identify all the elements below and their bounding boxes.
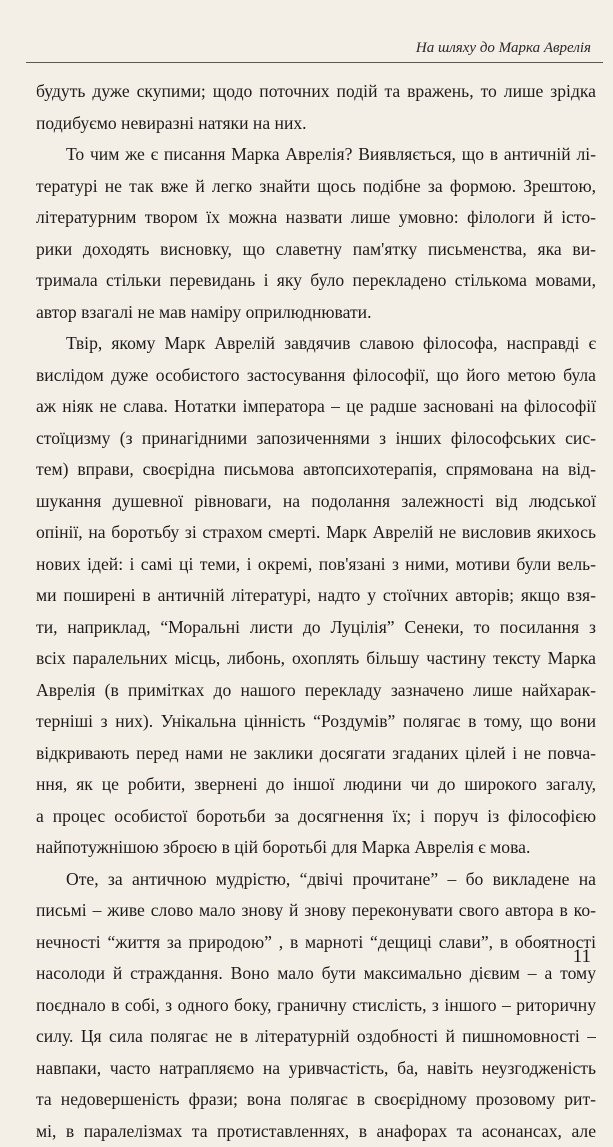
text-line: автор взагалі не мав наміру оприлюднювати. <box>36 297 596 329</box>
running-head: На шляху до Марка Аврелія <box>416 40 591 57</box>
header-rule <box>26 62 603 63</box>
text-line: аж ніяк не слава. Нотатки імператора – це радше засновані на філософії <box>36 391 596 423</box>
text-line: навпаки, часто натрапляємо на уривчастість, ба, навіть неузгодженість <box>36 1053 596 1085</box>
text-line: То чим же є писання Марка Аврелія? Виявляється, що в античній лі- <box>36 139 596 171</box>
text-line: нових ідей: і самі ці теми, і окремі, пов'язані з ними, мотиви були вель- <box>36 549 596 581</box>
text-line: подибуємо невиразні натяки на них. <box>36 108 596 140</box>
text-line: стоїцизму (з принагідними запозиченнями з інших філософських сис- <box>36 423 596 455</box>
text-line: ння, як це робити, звернені до іншої людини чи до широкого загалу, <box>36 769 596 801</box>
body-text <box>36 76 596 1147</box>
text-line: письмі – живе слово мало знову й знову переконувати свого автора в ко- <box>36 895 596 927</box>
text-line: найпотужнішою зброєю в цій боротьбі для Марка Аврелія є мова. <box>36 832 596 864</box>
text-line: насолоди й страждання. Воно мало бути максимально дієвим – а тому <box>36 958 596 990</box>
text-line: Твір, якому Марк Аврелій завдячив славою філософа, насправді є <box>36 328 596 360</box>
text-line: силу. Ця сила полягає не в літературній оздобності й пишномовності – <box>36 1021 596 1053</box>
text-line: відкривають перед нами не заклики досягати згаданих цілей і не повча- <box>36 738 596 770</box>
text-line: рики доходять висновку, що славетну пам'ятку письменства, яка ви- <box>36 234 596 266</box>
text-line: літературним твором їх можна назвати лише умовно: філологи й істо- <box>36 202 596 234</box>
page-number: 11 <box>573 946 591 968</box>
text-line: Оте, за античною мудрістю, “двічі прочитане” – бо викладене на <box>36 864 596 896</box>
text-line: поєднало в собі, з одного боку, граничну стислість, з іншого – риторичну <box>36 990 596 1022</box>
text-line: шукання душевної рівноваги, на подолання залежності від людської <box>36 486 596 518</box>
text-line: опінії, на боротьбу зі страхом смерті. Марк Аврелій не висловив якихось <box>36 517 596 549</box>
text-line: будуть дуже скупими; щодо поточних подій та вражень, то лише зрідка <box>36 76 596 108</box>
text-line: тературі не так вже й легко знайти щось подібне за формою. Зрештою, <box>36 171 596 203</box>
text-line: мі, в паралелізмах та протиставленнях, в анафорах та асонансах, але <box>36 1116 596 1147</box>
text-line: та недовершеність фрази; вона полягає в своєрідному прозовому рит- <box>36 1084 596 1116</box>
text-line: вислідом дуже особистого застосування філософії, що його метою була <box>36 360 596 392</box>
text-line: всіх паралельних місць, либонь, охоплять більшу частину тексту Марка <box>36 643 596 675</box>
text-line: ми поширені в античній літературі, надто у стоїчних авторів; якщо взя- <box>36 580 596 612</box>
text-line: ти, наприклад, “Моральні листи до Луцілія” Сенеки, то посилання з <box>36 612 596 644</box>
text-line: терніші з них). Унікальна цінність “Роздумів” полягає в тому, що вони <box>36 706 596 738</box>
text-line: тем) вправи, своєрідна письмова автопсихотерапія, спрямована на від- <box>36 454 596 486</box>
text-line: тримала стільки перевидань і яку було перекладено стількома мовами, <box>36 265 596 297</box>
text-line: а процес особистої боротьби за досягнення їх; і поруч із філософією <box>36 801 596 833</box>
text-line: нечності “життя за природою” , в марноті “дещиці слави”, в обоятності <box>36 927 596 959</box>
text-line: Аврелія (в примітках до нашого перекладу зазначено лише найхарак- <box>36 675 596 707</box>
